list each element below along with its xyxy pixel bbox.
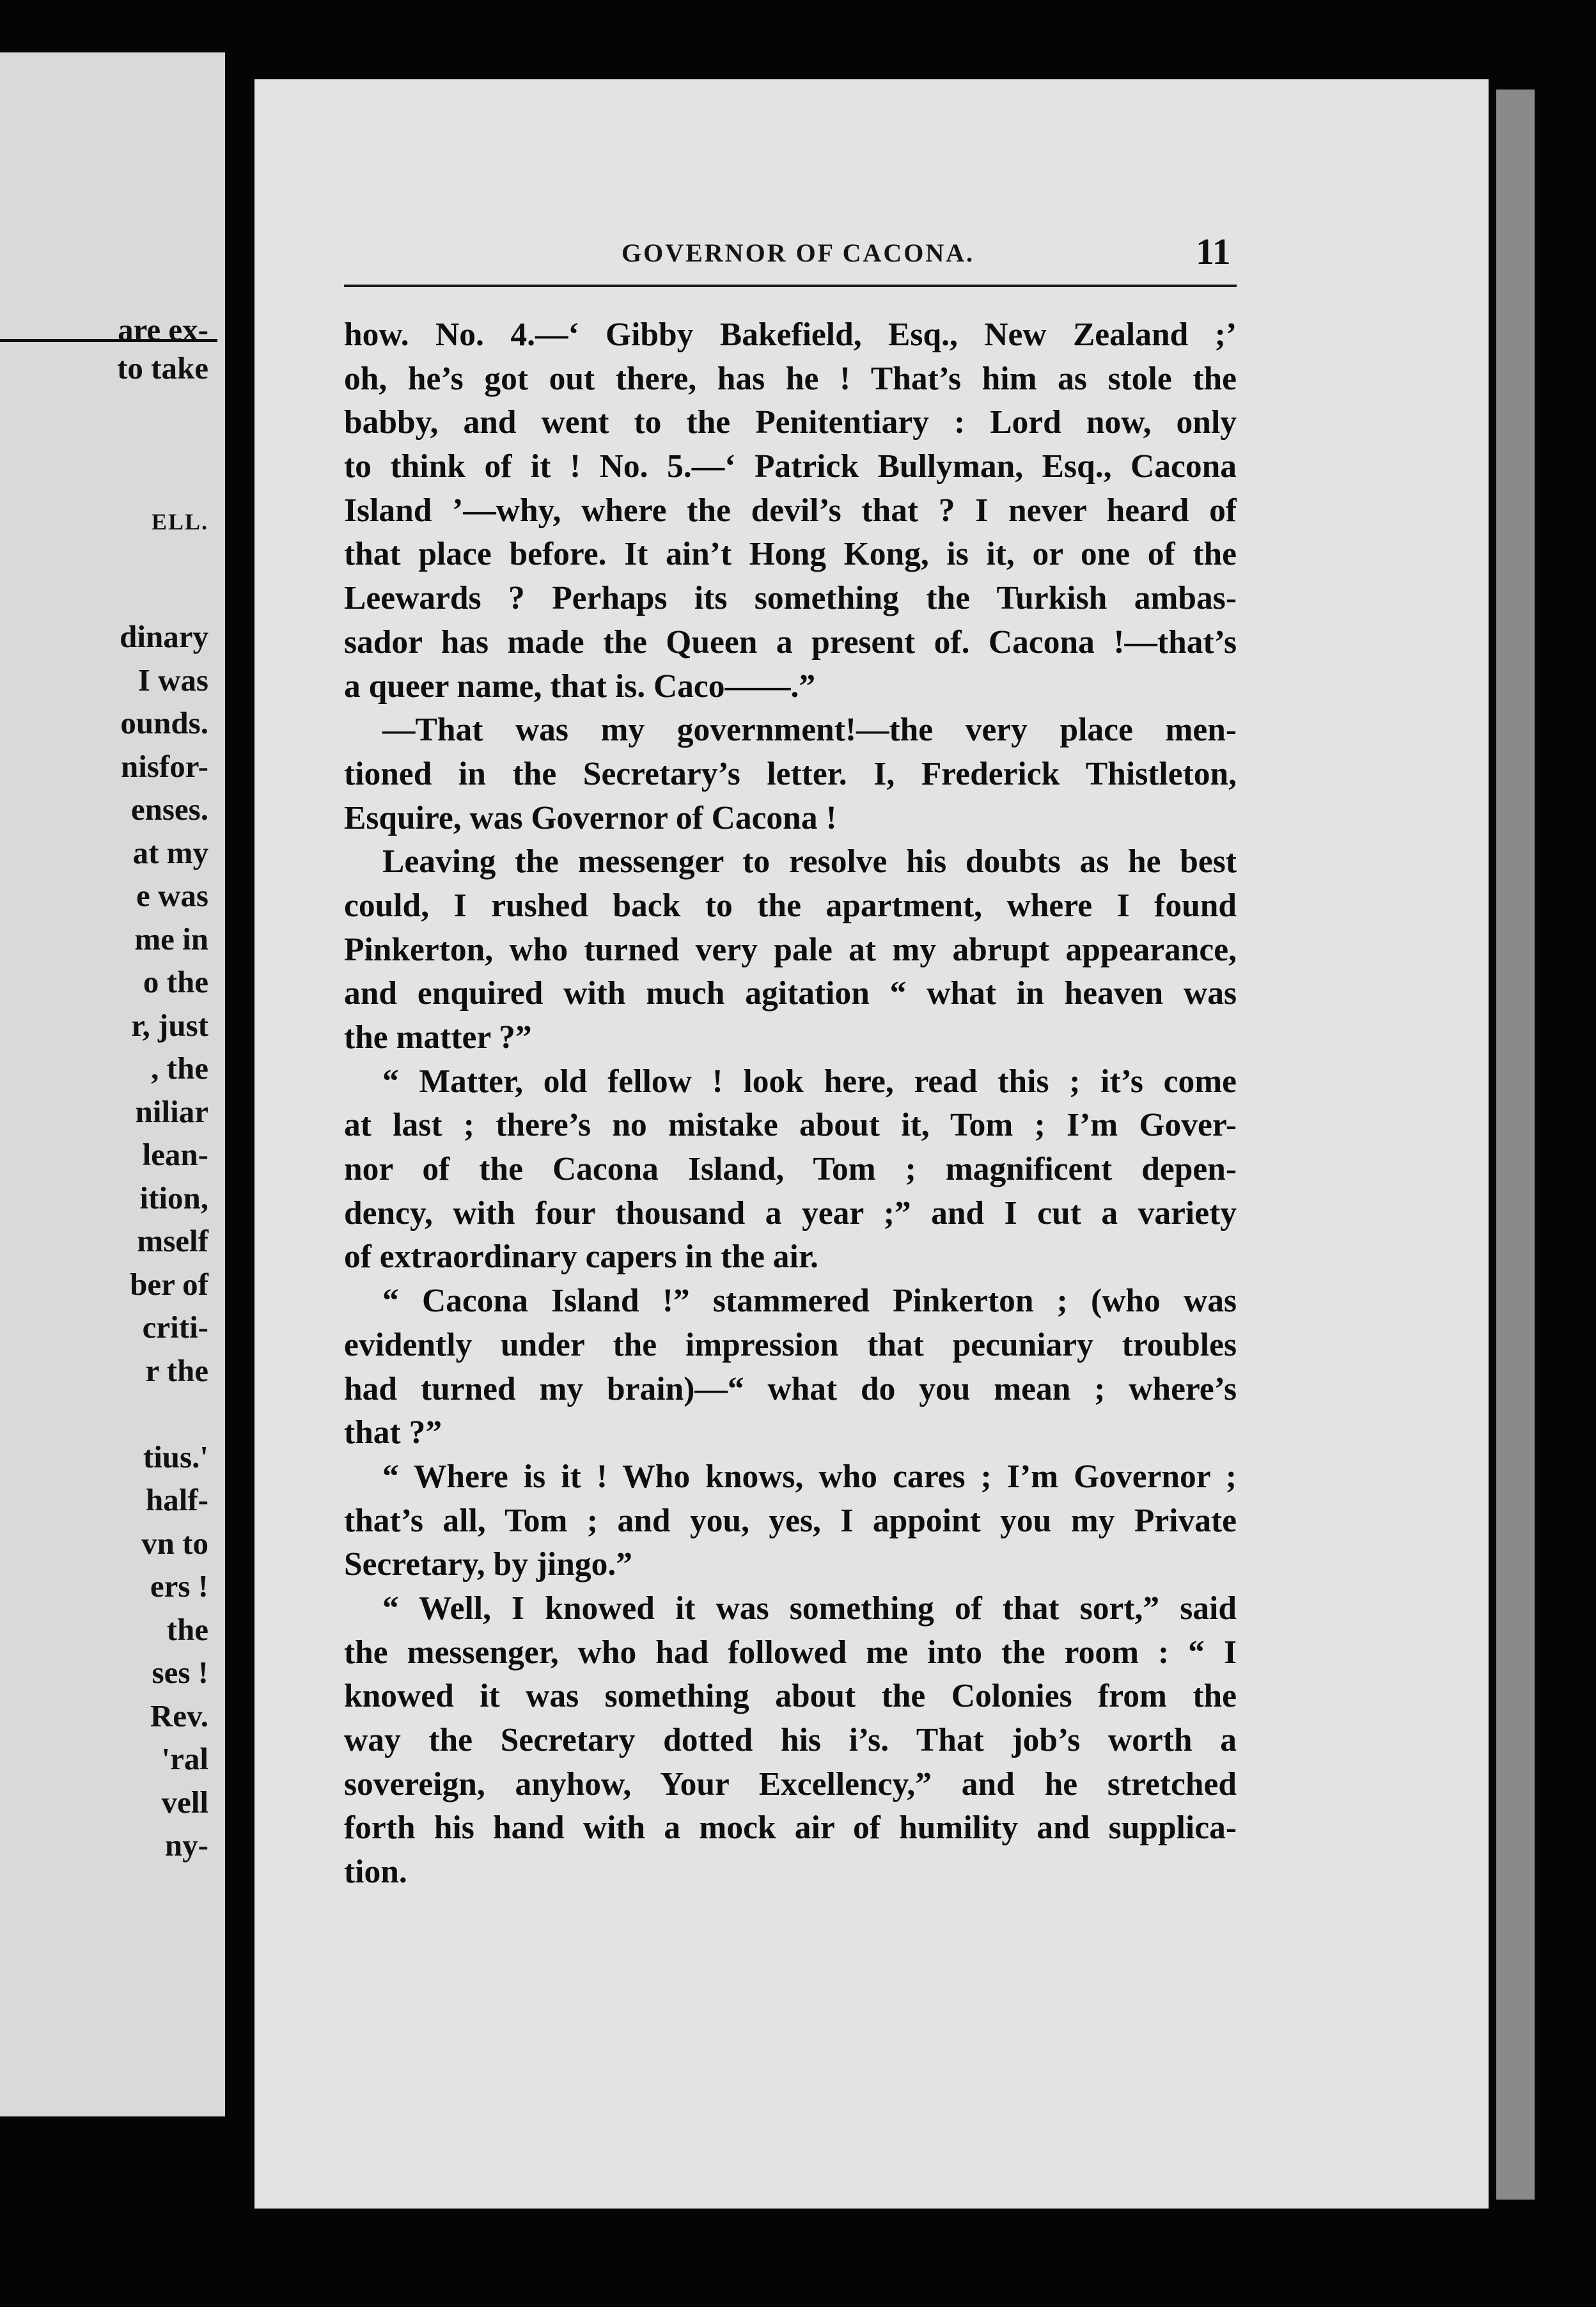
text-line: Leaving the messenger to resolve his doubts as he best <box>382 843 1237 880</box>
text-line: nor of the Cacona Island, Tom ; magnificent depen- <box>344 1151 1237 1188</box>
text-line: Pinkerton, who turned very pale at my abrupt appearance, <box>344 931 1237 968</box>
left-page-line: o the <box>143 964 208 999</box>
text-line: forth his hand with a mock air of humility and supplica- <box>344 1810 1237 1847</box>
text-line: “ Where is it ! Who knows, who cares ; I’m Governor ; <box>382 1458 1237 1495</box>
text-line: the messenger, who had followed me into the room : “ I <box>344 1634 1237 1671</box>
left-page-line: half- <box>146 1482 208 1517</box>
left-page-line: dinary <box>120 619 208 654</box>
left-page-line: tius.' <box>143 1439 208 1474</box>
left-page-line: r the <box>145 1352 208 1388</box>
left-page-line: ny- <box>164 1827 208 1863</box>
text-line: dency, with four thousand a year ;” and I cut a variety <box>344 1194 1237 1232</box>
text-line: a queer name, that is. Caco——.” <box>344 668 816 705</box>
left-page-line: ition, <box>139 1180 208 1216</box>
left-page-line: r, just <box>131 1007 208 1043</box>
left-page-line: , the <box>151 1051 208 1086</box>
text-line: and enquired with much agitation “ what in heaven was <box>344 975 1237 1012</box>
left-page-line: 'ral <box>161 1741 208 1776</box>
left-page-line: ELL. <box>151 509 208 535</box>
text-line: Island ’—why, where the devil’s that ? I never heard of <box>344 492 1237 529</box>
text-line: oh, he’s got out there, has he ! That’s him as stole the <box>344 360 1237 397</box>
text-line: evidently under the impression that pecuniary troubles <box>344 1326 1237 1363</box>
left-page-line: nisfor- <box>121 748 208 784</box>
text-line: the matter ?” <box>344 1019 532 1056</box>
left-page-line: criti- <box>142 1310 208 1345</box>
left-page-line: the <box>166 1611 208 1647</box>
text-line: “ Matter, old fellow ! look here, read this ; it’s come <box>382 1063 1237 1100</box>
left-page-line: are ex- <box>118 312 208 347</box>
text-line: sador has made the Queen a present of. Cacona !—that’s <box>344 623 1237 661</box>
text-line: that’s all, Tom ; and you, yes, I appoint you my Private <box>344 1502 1237 1539</box>
text-line: had turned my brain)—“ what do you mean ; where’s <box>344 1370 1237 1407</box>
left-page-line: ses ! <box>152 1655 208 1690</box>
text-line: Esquire, was Governor of Cacona ! <box>344 799 837 836</box>
text-line: way the Secretary dotted his i’s. That job’s worth a <box>344 1722 1237 1758</box>
left-page-line: mself <box>137 1223 208 1258</box>
text-line: “ Well, I knowed it was something of that sort,” said <box>382 1590 1237 1627</box>
left-page-line: niliar <box>135 1093 208 1129</box>
page-number: 11 <box>1196 231 1231 272</box>
text-line: —That was my government!—the very place men- <box>382 712 1237 749</box>
text-line: that ?” <box>344 1414 442 1451</box>
text-line: could, I rushed back to the apartment, where I found <box>344 887 1237 924</box>
text-line: knowed it was something about the Colonies from the <box>344 1678 1237 1715</box>
text-line: “ Cacona Island !” stammered Pinkerton ; (who was <box>382 1283 1237 1320</box>
running-head: GOVERNOR OF CACONA. <box>622 239 975 267</box>
left-page-line: ounds. <box>120 705 208 740</box>
left-page-line: I was <box>137 662 208 698</box>
left-page-line: vell <box>161 1784 208 1820</box>
text-line: at last ; there’s no mistake about it, Tom ; I’m Gover- <box>344 1107 1237 1144</box>
text-line: of extraordinary capers in the air. <box>344 1239 818 1276</box>
header-rule <box>344 285 1237 287</box>
left-page-line: ber of <box>130 1266 208 1302</box>
left-page-line: lean- <box>142 1137 208 1172</box>
text-line: that place before. It ain’t Hong Kong, is it, or one of the <box>344 536 1237 573</box>
text-line: to think of it ! No. 5.—‘ Patrick Bullyman, Esq., Cacona <box>344 448 1237 485</box>
text-line: sovereign, anyhow, Your Excellency,” and he stretched <box>344 1765 1237 1803</box>
left-page-line: vn to <box>141 1525 208 1561</box>
text-line: Secretary, by jingo.” <box>344 1546 633 1583</box>
text-line: tion. <box>344 1854 407 1891</box>
left-page-line: ers ! <box>150 1568 208 1604</box>
text-line: how. No. 4.—‘ Gibby Bakefield, Esq., New Zealand ;’ <box>344 317 1237 353</box>
left-page-line: to take <box>117 350 208 386</box>
left-page-line: Rev. <box>150 1698 208 1733</box>
body-text <box>344 313 1237 1895</box>
left-page-line: me in <box>134 921 208 957</box>
text-line: babby, and went to the Penitentiary : Lord now, only <box>344 404 1237 441</box>
text-line: tioned in the Secretary’s letter. I, Frederick Thistleton, <box>344 755 1237 792</box>
left-page-fragment <box>0 52 225 2116</box>
left-page-line: enses. <box>130 792 208 827</box>
page-edge-shadow <box>1496 90 1535 2200</box>
left-page-line: e was <box>136 878 208 913</box>
left-page-line: at my <box>132 834 208 870</box>
text-line: Leewards ? Perhaps its something the Turkish ambas- <box>344 580 1237 617</box>
